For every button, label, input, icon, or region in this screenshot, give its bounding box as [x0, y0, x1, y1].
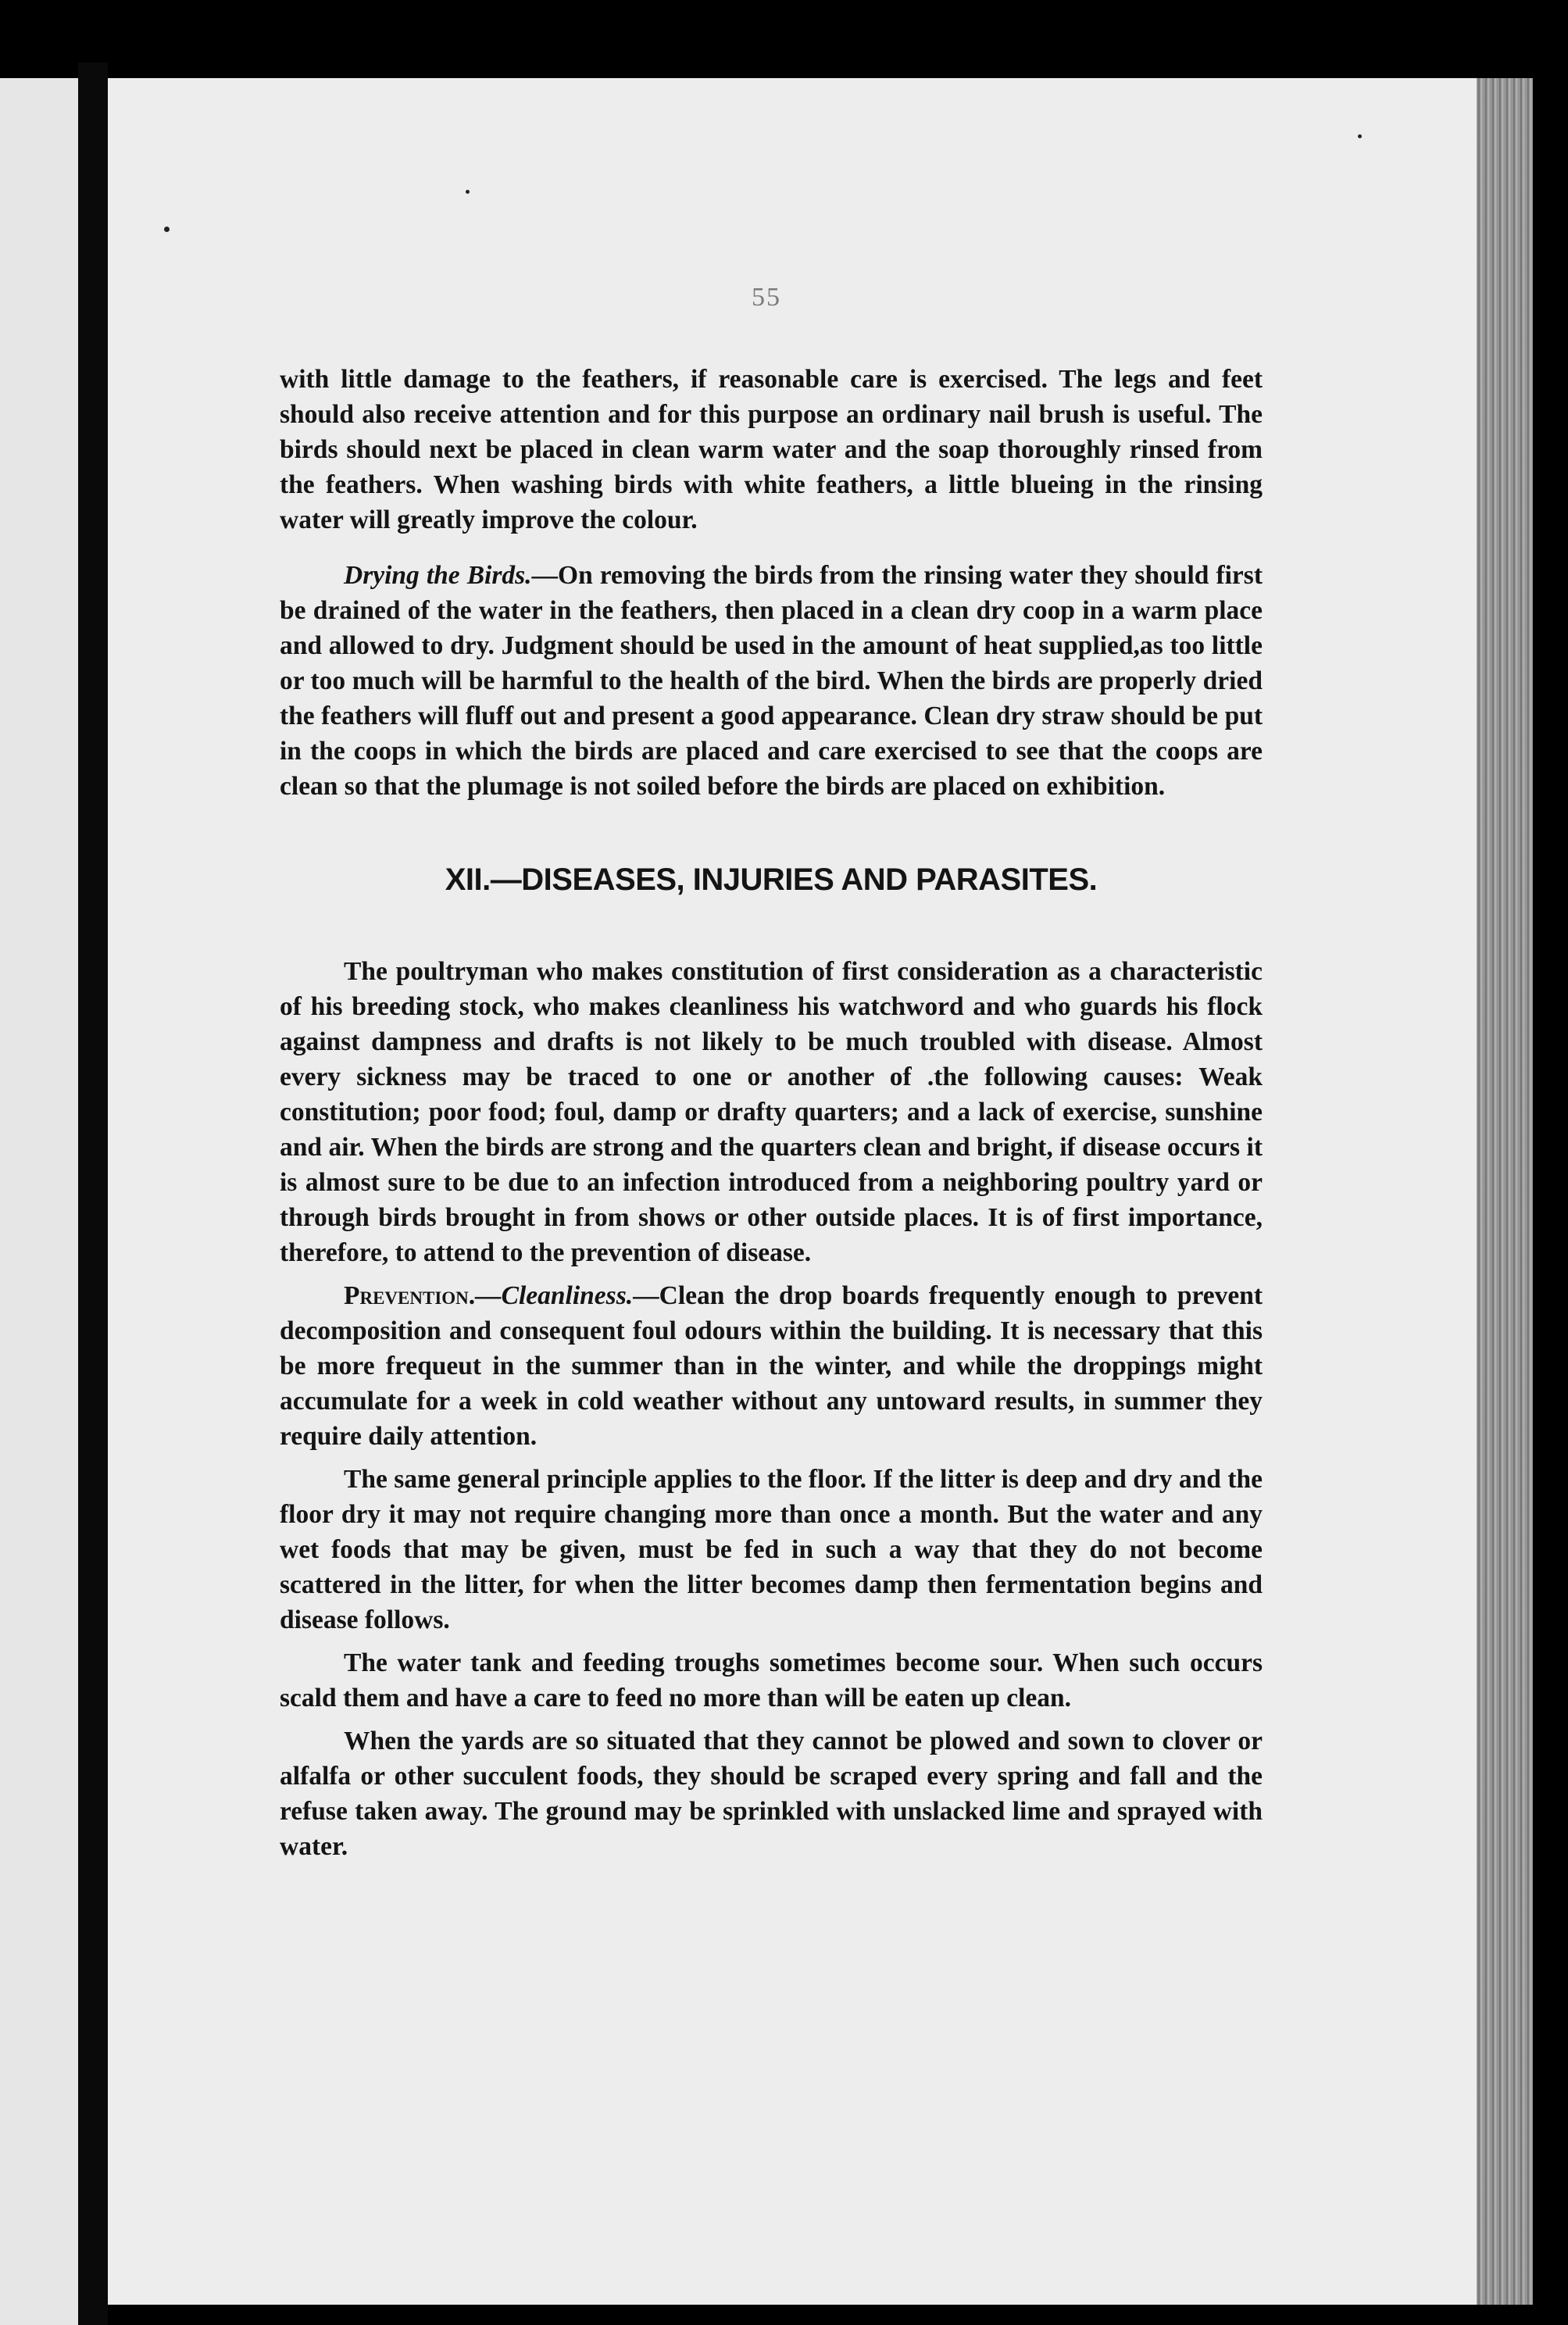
paragraph-drying — [280, 558, 1263, 804]
page-stack-edge — [1477, 78, 1533, 2305]
dust-speck — [164, 227, 170, 232]
dust-speck — [466, 190, 470, 194]
prevention-label: Prevention. — [344, 1281, 476, 1310]
paragraph-water-tank: The water tank and feeding troughs sometimes become sour. When such occurs scald them and have a care to feed no more than will be eaten up clean. — [280, 1648, 1263, 1712]
cleanliness-subheading: —Cleanliness. — [475, 1281, 634, 1310]
facing-page-edge — [0, 78, 78, 2325]
book-gutter — [78, 62, 108, 2325]
drying-text: —On removing the birds from the rinsing water they should first be drained of the water in the feathers, then placed in a clean dry coop in a warm place and allowed to dry. Judgment should be used in the amount of heat supplied,as too little or too much will be harmful to the health of the bird. When the birds are properly dried the feathers will fluff out and present a good appearance. Clean dry straw should be put in the coops in which the birds are placed and care exercised to see that the coops are clean so that the plumage is not soiled before the birds are placed on exhibition. — [280, 561, 1263, 801]
prevention-text: —Clean the drop boards frequently enough to prevent decomposition and consequent foul odours within the building. It is necessary that this be more frequeut in the summer than in the winter, and while the droppings might accumulate for a week in cold weather without any untoward results, in summer they require daily attention. — [280, 1281, 1263, 1451]
section-title: XII.—DISEASES, INJURIES AND PARASITES. — [445, 862, 1098, 897]
page-text — [280, 362, 1263, 1872]
paragraph-prevention — [280, 1278, 1263, 1454]
paragraph-floor: The same general principle applies to the floor. If the litter is deep and dry and the floor dry it may not require changing more than once a month. But the water and any wet foods that may be given, must be fed in such a way that they do not become scattered in the litter, for when the litter becomes damp then fermentation begins and disease follows. — [280, 1465, 1263, 1634]
drying-heading: Drying the Birds. — [344, 561, 532, 590]
page-number: 55 — [752, 283, 781, 312]
paragraph-disease-intro: The poultryman who makes constitution of first consideration as a characteristic of his breeding stock, who makes cleanliness his watchword and who guards his flock against dampness and drafts is not likely to be much troubled with disease. Almost every sickness may be traced to one or another of .the following causes: Weak constitution; poor food; foul, damp or drafty quarters; and a lack of exercise, sunshine and air. When the birds are strong and the quarters clean and bright, if disease occurs it is almost sure to be due to an infection introduced from a neighboring poultry yard or through birds brought in from shows or other outside places. It is of first importance, therefore, to attend to the prevention of disease. — [280, 957, 1263, 1267]
paragraph-washing-continued: with little damage to the feathers, if reasonable care is exercised. The legs and feet should also receive attention and for this purpose an ordinary nail brush is useful. The birds should next be placed in clean warm water and the soap thoroughly rinsed from the feathers. When washing birds with white feathers, a little blueing in the rinsing water will greatly improve the colour. — [280, 365, 1263, 534]
paragraph-yards: When the yards are so situated that they cannot be plowed and sown to clover or alfalfa or other succulent foods, they should be scraped every spring and fall and the refuse taken away. The ground may be sprinkled with unslacked lime and sprayed with water. — [280, 1727, 1263, 1861]
dust-speck — [1358, 134, 1362, 138]
